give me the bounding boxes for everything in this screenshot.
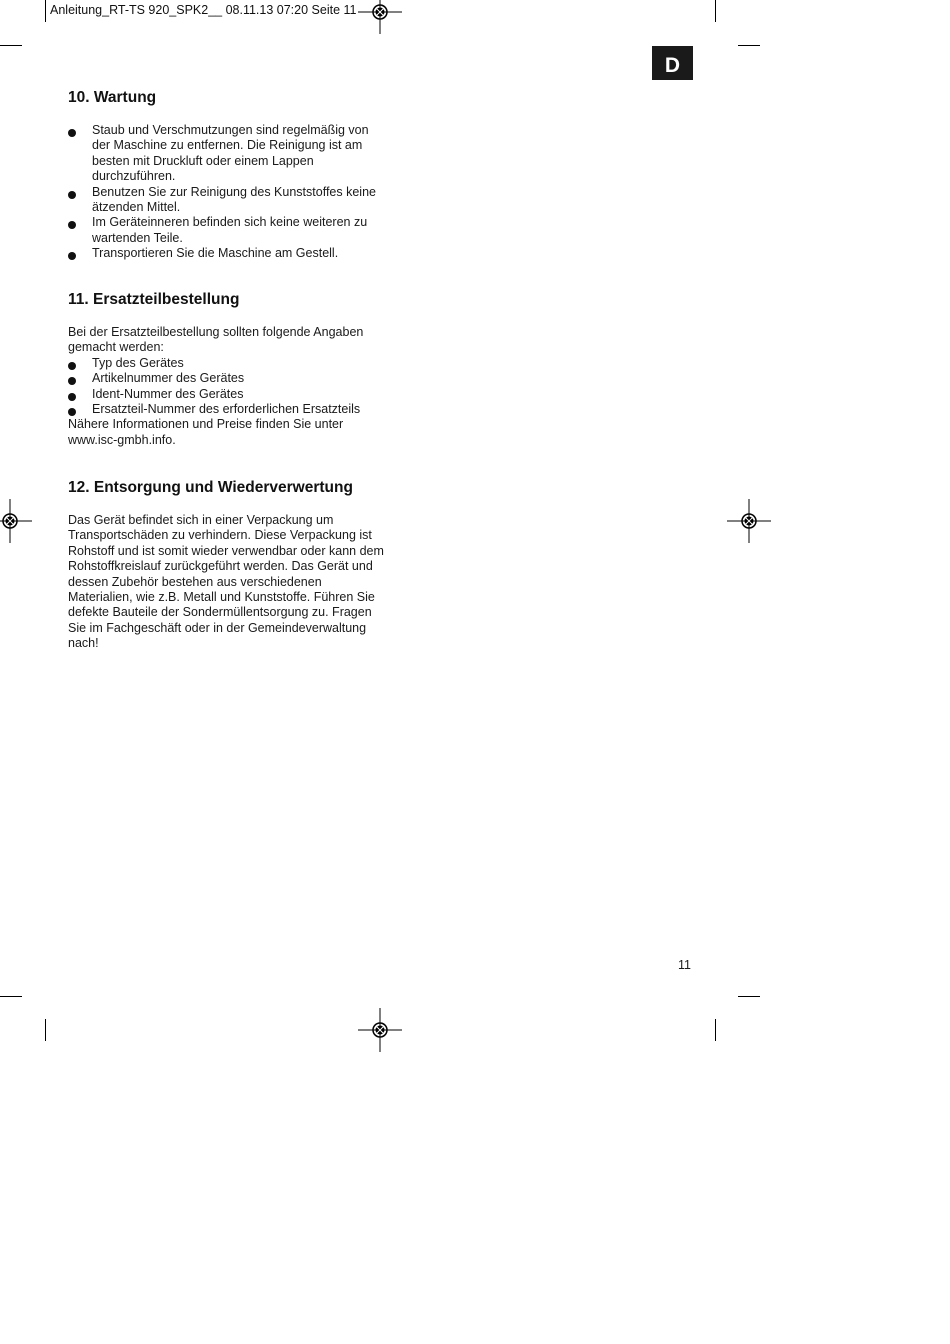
registration-mark-icon: [358, 0, 402, 34]
section-outro: Nähere Informationen und Preise finden Sie unter www.isc-gmbh.info.: [68, 417, 344, 447]
bullet-icon: [68, 377, 76, 385]
list-item: [68, 246, 388, 261]
list-item-text: Transportieren Sie die Maschine am Gestell.: [92, 246, 339, 261]
crop-mark: [0, 996, 22, 997]
registration-mark-icon: [727, 499, 771, 543]
section-intro: Bei der Ersatzteilbestellung sollten folgende Angaben gemacht werden:: [68, 325, 364, 355]
bullet-icon: [68, 191, 76, 199]
bullet-icon: [68, 408, 76, 416]
list-item: [68, 402, 388, 417]
registration-mark-icon: [358, 1008, 402, 1052]
section-text: Das Gerät befindet sich in einer Verpackung um Transportschäden zu verhindern. Diese Verpackung ist Rohstoff und ist somit wieder verwendbar oder kann dem Rohstoffkreislauf zurückgeführt werden. Das Gerät und dessen Zubehör bestehen aus verschiedenen Materialien, wie z.B. Metall und Kunststoffe. Führen Sie defekte Bauteile der Sondermüllentsorgung zu. Fragen Sie im Fachgeschäft oder in der Gemeindeverwaltung nach!: [68, 513, 384, 651]
bullet-icon: [68, 129, 76, 137]
list-item: [68, 185, 388, 216]
section-entsorgung: [68, 478, 388, 652]
list-item-text: Benutzen Sie zur Reinigung des Kunststoffes keine ätzenden Mittel.: [92, 184, 376, 215]
bullet-icon: [68, 221, 76, 229]
crop-mark: [738, 996, 760, 997]
bullet-icon: [68, 252, 76, 260]
section-ersatzteilbestellung: [68, 290, 388, 448]
crop-mark: [715, 1019, 716, 1041]
crop-mark: [738, 45, 760, 46]
crop-mark: [715, 0, 716, 22]
print-slug: Anleitung_RT-TS 920_SPK2__ 08.11.13 07:20 Seite 11: [50, 3, 357, 17]
bullet-list: [68, 123, 388, 262]
page-number: 11: [678, 958, 691, 972]
list-item: [68, 123, 388, 185]
registration-mark-icon: [0, 499, 32, 543]
list-item-text: Ersatzteil-Nummer des erforderlichen Ersatzteils: [92, 402, 361, 417]
language-badge: D: [652, 46, 693, 80]
list-item-text: Artikelnummer des Gerätes: [92, 371, 245, 386]
crop-mark: [0, 45, 22, 46]
list-item: [68, 356, 388, 371]
list-item: [68, 371, 388, 386]
section-title: 12. Entsorgung und Wiederverwertung: [68, 479, 353, 496]
section-wartung: [68, 88, 388, 262]
list-item-text: Im Geräteinneren befinden sich keine weiteren zu wartenden Teile.: [92, 215, 368, 245]
bullet-list: [68, 356, 388, 418]
list-item-text: Staub und Verschmutzungen sind regelmäßig von der Maschine zu entfernen. Die Reinigung ist am besten mit Druckluft oder einem Lappen durchzuführen.: [92, 123, 369, 184]
crop-mark: [45, 1019, 46, 1041]
list-item-text: Typ des Gerätes: [92, 355, 184, 370]
section-title: 11. Ersatzteilbestellung: [68, 291, 240, 308]
list-item-text: Ident-Nummer des Gerätes: [92, 386, 244, 401]
list-item: [68, 215, 388, 246]
bullet-icon: [68, 362, 76, 370]
list-item: [68, 387, 388, 402]
section-title: 10. Wartung: [68, 89, 157, 106]
bullet-icon: [68, 393, 76, 401]
crop-mark: [45, 0, 46, 22]
